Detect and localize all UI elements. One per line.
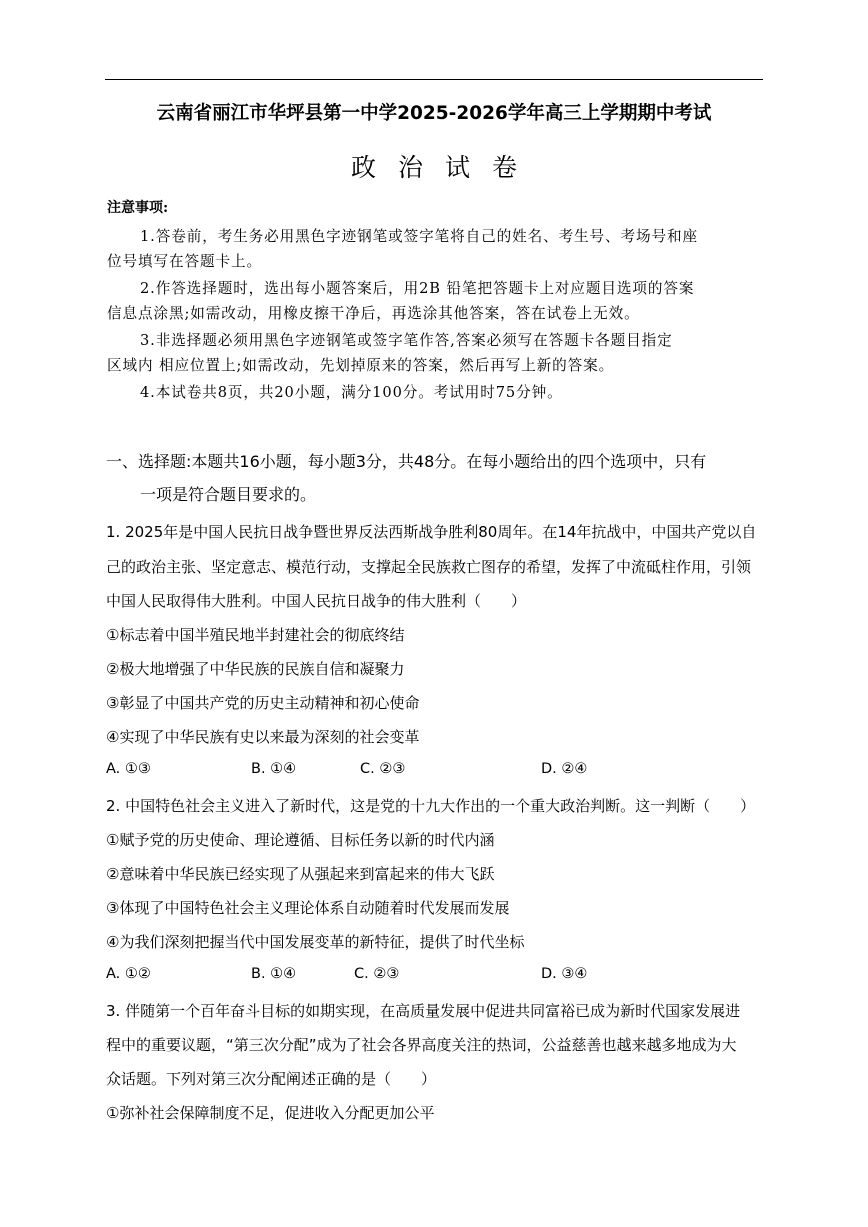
question-item: ①弥补社会保障制度不足，促进收入分配更加公平 (106, 1104, 435, 1122)
answer-option: C. ②③ (354, 966, 400, 982)
section-heading: 一、选择题:本题共16小题，每小题3分，共48分。在每小题给出的四个选项中，只有 (106, 452, 707, 471)
answer-option: A. ①③ (106, 761, 151, 777)
question-stem: 己的政治主张、坚定意志、模范行动，支撑起全民族救亡图存的希望，发挥了中流砥柱作用，引领 (106, 558, 752, 576)
header-rule (105, 79, 763, 80)
notice-title: 注意事项: (107, 200, 169, 216)
notice-line: 信息点涂黑;如需改动，用橡皮擦干净后，再选涂其他答案，答在试卷上无效。 (107, 305, 640, 322)
question-item: ①标志着中国半殖民地半封建社会的彻底终结 (106, 626, 405, 644)
question-item: ②意味着中华民族已经实现了从强起来到富起来的伟大飞跃 (106, 865, 495, 883)
notice-line: 3.非选择题必须用黑色字迹钢笔或签字笔作答,答案必须写在答题卡各题目指定 (140, 332, 673, 349)
question-stem: 程中的重要议题，“第三次分配”成为了社会各界高度关注的热词，公益慈善也越来越多地成为大 (106, 1036, 737, 1054)
notice-line: 区域内 相应位置上;如需改动，先划掉原来的答案，然后再写上新的答案。 (107, 357, 615, 374)
question-item: ①赋予党的历史使命、理论遵循、目标任务以新的时代内涵 (106, 831, 495, 849)
answer-option: B. ①④ (251, 761, 297, 777)
notice-line: 2.作答选择题时，选出每小题答案后，用2B 铅笔把答题卡上对应题目选项的答案 (140, 280, 695, 297)
question-item: ②极大地增强了中华民族的民族自信和凝聚力 (106, 660, 405, 678)
notice-line: 4.本试卷共8页，共20小题，满分100分。考试用时75分钟。 (140, 384, 563, 401)
question-stem: 3. 伴随第一个百年奋斗目标的如期实现，在高质量发展中促进共同富裕已成为新时代国家发展进 (106, 1002, 741, 1020)
answer-option: B. ①④ (251, 966, 297, 982)
subject-title: 政治试卷 (350, 153, 539, 182)
section-heading-cont: 一项是符合题目要求的。 (140, 485, 317, 504)
notice-line: 1.答卷前，考生务必用黑色字迹钢笔或签字笔将自己的姓名、考生号、考场号和座 (140, 228, 699, 245)
question-stem: 2. 中国特色社会主义进入了新时代，这是党的十九大作出的一个重大政治判断。这一判断（ ） (106, 797, 756, 815)
question-stem: 1. 2025年是中国人民抗日战争暨世界反法西斯战争胜利80周年。在14年抗战中，中国共产党以自 (106, 523, 757, 541)
question-item: ④为我们深刻把握当代中国发展变革的新特征，提供了时代坐标 (106, 933, 525, 951)
question-stem: 中国人民取得伟大胜利。中国人民抗日战争的伟大胜利（ ） (106, 592, 527, 610)
notice-line: 位号填写在答题卡上。 (107, 253, 262, 270)
question-stem: 众话题。下列对第三次分配阐述正确的是（ ） (106, 1070, 437, 1088)
answer-option: A. ①② (106, 966, 151, 982)
question-item: ③体现了中国特色社会主义理论体系自动随着时代发展而发展 (106, 899, 510, 917)
question-item: ④实现了中华民族有史以来最为深刻的社会变革 (106, 728, 420, 746)
school-title: 云南省丽江市华坪县第一中学2025-2026学年高三上学期期中考试 (156, 103, 712, 124)
answer-option: C. ②③ (360, 761, 406, 777)
answer-option: D. ②④ (541, 761, 588, 777)
question-item: ③彰显了中国共产党的历史主动精神和初心使命 (106, 694, 420, 712)
answer-option: D. ③④ (541, 966, 588, 982)
